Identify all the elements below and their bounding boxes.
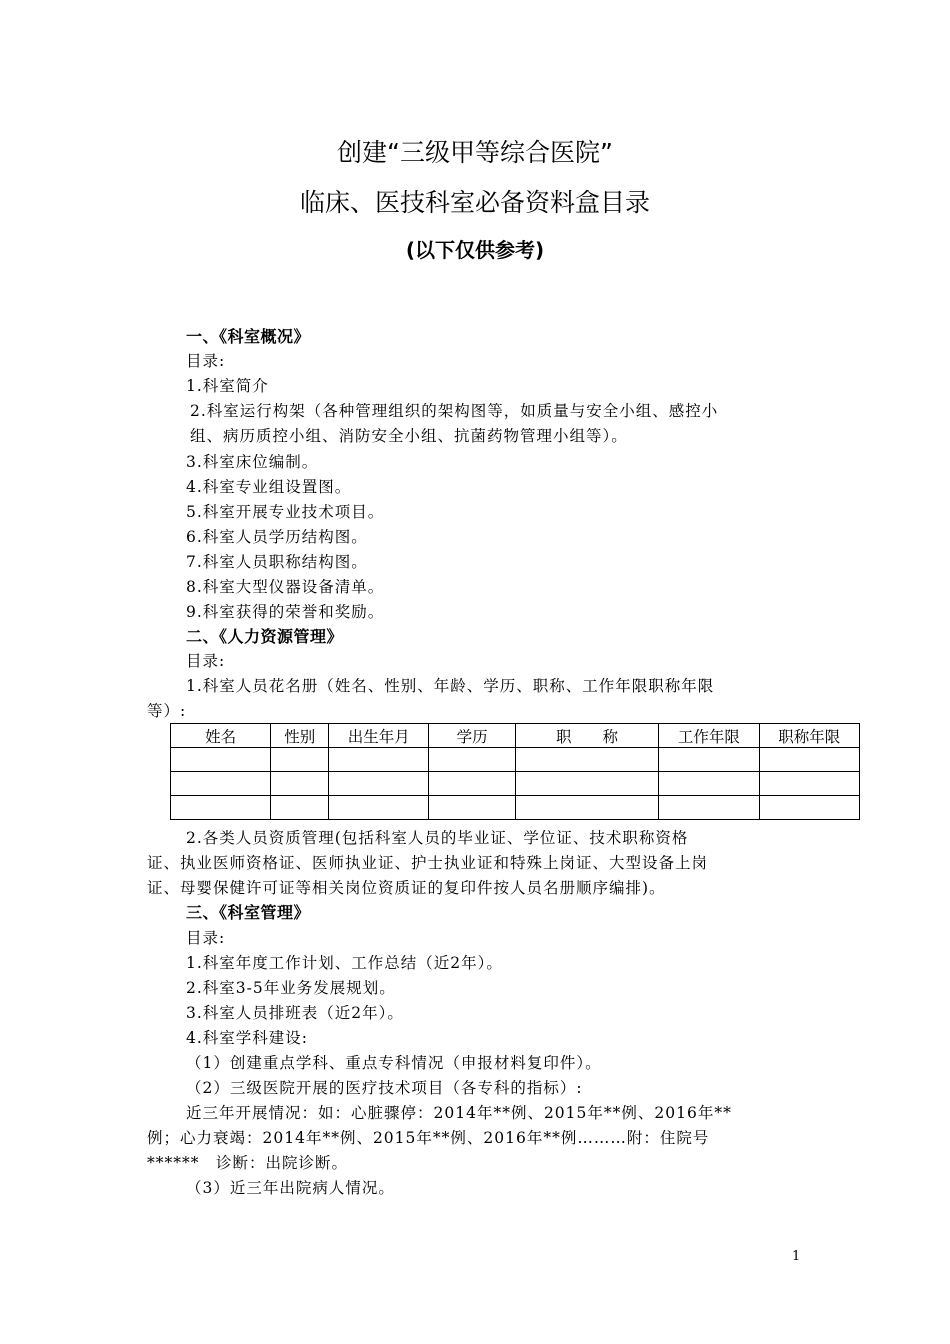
section1-item: 6.科室人员学历结构图。 — [186, 528, 368, 546]
table-header-cell: 职称年限 — [759, 724, 859, 748]
table-row — [171, 772, 860, 796]
section1-item: 7.科室人员职称结构图。 — [186, 553, 368, 571]
section3-item: 近三年开展情况：如：心脏骤停：2014年**例、2015年**例、2016年** — [186, 1104, 732, 1122]
section3-toc: 目录: — [186, 929, 226, 947]
table-header-cell: 工作年限 — [659, 724, 759, 748]
section1-item: 1.科室简介 — [186, 377, 269, 395]
table-header-cell: 姓名 — [171, 724, 271, 748]
section2-item2-cont: 证、执业医师资格证、医师执业证、护士执业证和特殊上岗证、大型设备上岗 — [147, 854, 709, 872]
doc-title-line2: 临床、医技科室必备资料盒目录 — [299, 188, 650, 217]
table-header-cell: 性别 — [271, 724, 329, 748]
section3-item: 3.科室人员排班表（近2年）。 — [186, 1004, 404, 1022]
section3-item: 4.科室学科建设: — [186, 1029, 309, 1047]
section2-item1: 1.科室人员花名册（姓名、性别、年龄、学历、职称、工作年限职称年限 — [186, 677, 715, 695]
page-number: 1 — [792, 1249, 801, 1264]
section1-item: 3.科室床位编制。 — [186, 453, 319, 471]
section3-item: （3）近三年出院病人情况。 — [186, 1179, 395, 1197]
table-header-cell: 学历 — [429, 724, 515, 748]
section3-item: （1）创建重点学科、重点专科情况（申报材料复印件）。 — [186, 1054, 602, 1072]
section2-item2: 2.各类人员资质管理(包括科室人员的毕业证、学位证、技术职称资格 — [186, 829, 689, 847]
table-header-cell: 出生年月 — [329, 724, 429, 748]
section1-item: 5.科室开展专业技术项目。 — [186, 503, 385, 521]
section3-item: 1.科室年度工作计划、工作总结（近2年）。 — [186, 954, 503, 972]
section3-item-cont: 例；心力衰竭：2014年**例、2015年**例、2016年**例………附：住院号 — [147, 1129, 710, 1147]
section3-item: （2）三级医院开展的医疗技术项目（各专科的指标）: — [186, 1079, 583, 1097]
staff-roster-table — [170, 723, 860, 820]
section1-toc: 目录: — [186, 352, 226, 370]
table-header-row — [171, 724, 860, 748]
doc-title-line1: 创建“三级甲等综合医院” — [337, 138, 613, 167]
section1-item: 4.科室专业组设置图。 — [186, 478, 352, 496]
section3-item: 2.科室3-5年业务发展规划。 — [186, 979, 396, 997]
table-row — [171, 748, 860, 772]
section1-item: 9.科室获得的荣誉和奖励。 — [186, 603, 385, 621]
section2-item1-cont: 等）: — [147, 702, 187, 720]
section2-heading: 二、《人力资源管理》 — [186, 627, 344, 646]
section1-item: 2.科室运行构架（各种管理组织的架构图等，如质量与安全小组、感控小 — [190, 402, 719, 420]
section2-toc: 目录: — [186, 652, 226, 670]
doc-title-note: (以下仅供参考) — [405, 238, 545, 262]
table-header-cell: 职 称 — [515, 724, 658, 748]
table-row — [171, 796, 860, 820]
section1-item: 8.科室大型仪器设备清单。 — [186, 578, 385, 596]
section2-item2-cont: 证、母婴保健许可证等相关岗位资质证的复印件按人员名册顺序编排)。 — [147, 879, 666, 897]
section1-heading: 一、《科室概况》 — [186, 327, 311, 346]
section1-item: 组、病历质控小组、消防安全小组、抗菌药物管理小组等）。 — [190, 427, 628, 445]
section3-heading: 三、《科室管理》 — [186, 903, 311, 922]
section3-item-cont: ****** 诊断：出院诊断。 — [147, 1154, 349, 1172]
